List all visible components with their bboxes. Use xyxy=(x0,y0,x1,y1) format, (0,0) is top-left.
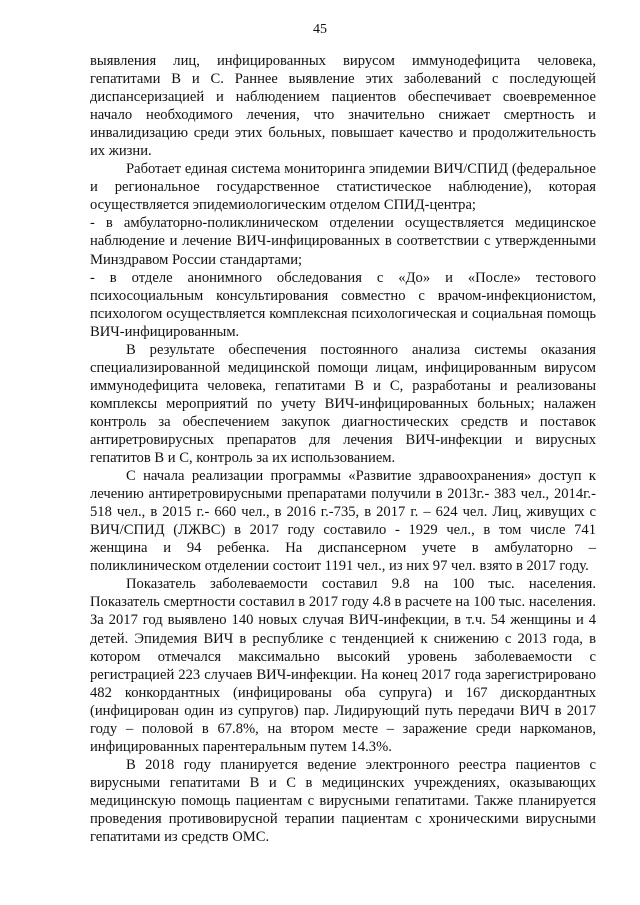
paragraph-treatment-access: С начала реализации программы «Развитие здравоохранения» доступ к лечению антиретровирусными препаратами получили в 2013г.- 383 чел., 2014г.- 518 чел., в 2015 г.- 660 чел., в 2016 г.-735, в 2017 г. – 624 чел. Лиц, живущих с ВИЧ/СПИД (ЛЖВС) в 2017 году составило - 1929 чел., в том числе 741 женщина и 94 ребенка. На диспансерном учете в амбулаторно – поликлиническом отделении состоит 1191 чел., из них 97 чел. взято в 2017 году. xyxy=(90,468,596,575)
paragraph-early-detection: выявления лиц, инфицированных вирусом иммунодефицита человека, гепатитами В и С. Раннее выявление этих заболеваний с последующей диспансеризацией и наблюдением пациентов обеспечивает своевременное начало необходимого лечения, что значительно снижает смертность и инвалидизацию среди этих больных, повышает качество и продолжительность их жизни. xyxy=(90,53,596,160)
paragraph-2018-plans: В 2018 году планируется ведение электронного реестра пациентов с вирусными гепатитами В и С в медицинских учреждениях, оказывающих медицинскую помощь пациентам с вирусными гепатитами. Также планируется проведения противовирусной терапии пациентам с хроническими вирусными гепатитами из средств ОМС. xyxy=(90,756,596,846)
paragraph-monitoring-system: Работает единая система мониторинга эпидемии ВИЧ/СПИД (федеральное и региональное государственное статистическое наблюдение), которая осуществляется эпидемиологическим отделом СПИД-центра; xyxy=(90,161,596,214)
list-item-outpatient: - в амбулаторно-поликлиническом отделении осуществляется медицинское наблюдение и лечение ВИЧ-инфицированных в соответствии с утвержденными Минздравом России стандартами; xyxy=(90,215,596,268)
paragraph-incidence-statistics: Показатель заболеваемости составил 9.8 на 100 тыс. населения. Показатель смертности составил в 2017 году 4.8 в расчете на 100 тыс. населения. За 2017 год выявлено 140 новых случая ВИЧ-инфекции, в т.ч. 54 женщины и 4 детей. Эпидемия ВИЧ в республике с тенденцией к снижению с 2013 года, в котором отмечался максимально высокий уровень заболеваемости с регистрацией 223 случаев ВИЧ-инфекции. На конец 2017 года зарегистрировано 482 конкордантных (инфицированы оба супруга) и 167 дискордантных (инфицирован один из супругов) пар. Лидирующий путь передачи ВИЧ в 2017 году – половой в 67.8%, на втором месте – заражение среди наркоманов, инфицированных парентеральным путем 14.3%. xyxy=(90,576,596,755)
list-item-anonymous-testing: - в отделе анонимного обследования с «До» и «После» тестового психосоциальным консультирования совместно с врачом-инфекционистом, психологом осуществляется комплексная психологическая и социальная помощь ВИЧ-инфицированным. xyxy=(90,269,596,340)
body-text xyxy=(90,52,596,846)
page-number: 45 xyxy=(313,22,327,37)
paragraph-analysis-results: В результате обеспечения постоянного анализа системы оказания специализированной медицинской помощи лицам, инфицированным вирусом иммунодефицита человека, гепатитами В и С, разработаны и реализованы комплексы мероприятий по учету ВИЧ-инфицированных больных; налажен контроль за обеспечением закупок диагностических средств и поставок антиретровирусных препаратов для лечения ВИЧ-инфекции и вирусных гепатитов В и С, контроль за их использованием. xyxy=(90,341,596,467)
